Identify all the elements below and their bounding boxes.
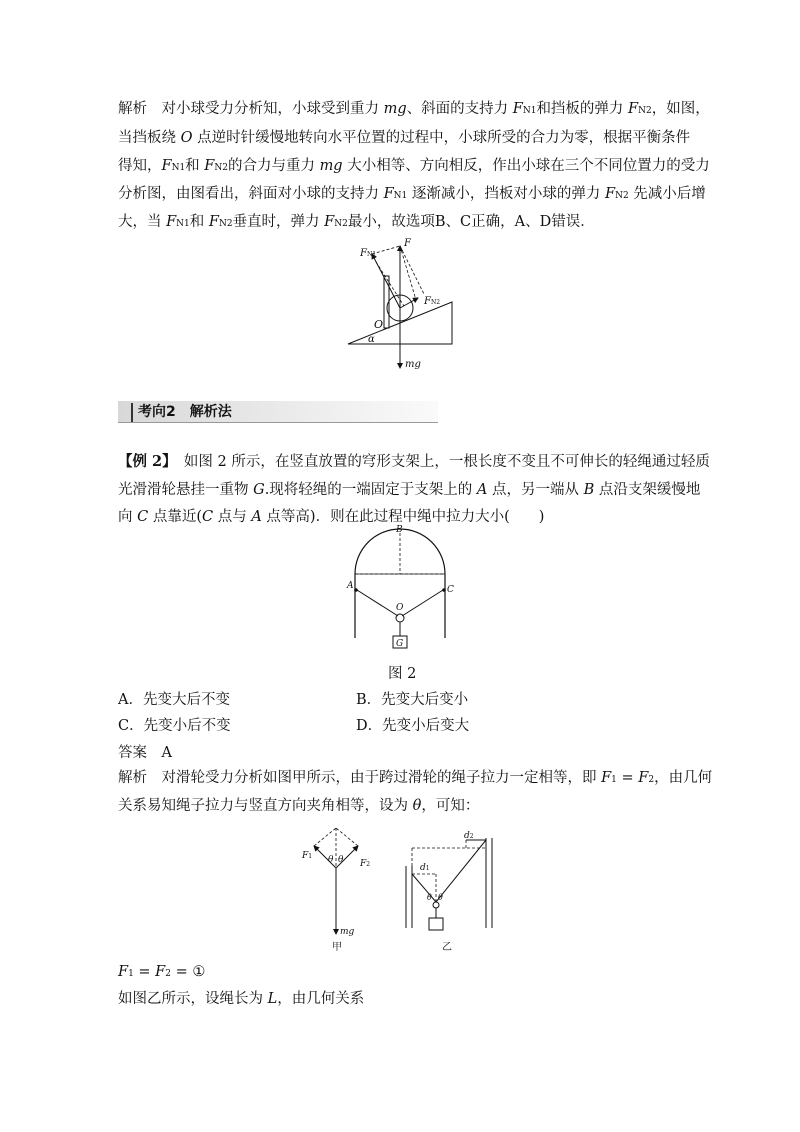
geometry-diagram: [400, 826, 500, 954]
label-F: F: [404, 238, 411, 249]
equation-1: F1 = F2 = ①: [118, 964, 206, 980]
label-mg: mg: [405, 359, 421, 370]
example-line-2: 光滑滑轮悬挂一重物 G.现将轻绳的一端固定于支架上的 A 点，另一端从 B 点沿支架缓慢地: [118, 482, 701, 498]
label-theta-right: θ: [338, 855, 344, 865]
section-header-title: 考向2 解析法: [138, 404, 232, 420]
analysis-line-5: 大，当 FN1和 FN2垂直时，弹力 FN2最小，故选项B、C正确，A、D错误．: [118, 214, 595, 230]
answer: 答案 A: [118, 745, 172, 761]
point-C: [442, 588, 446, 592]
section-header: [118, 401, 438, 423]
analysis-line-1: 解析 对小球受力分析知，小球受到重力 mg、斜面的支持力 FN1和挡板的弹力 FN2，如图，: [118, 101, 710, 117]
label-d1: d1: [420, 863, 430, 873]
example-line-3: 向 C 点靠近(C 点与 A 点等高)．则在此过程中绳中拉力大小( ): [118, 509, 545, 525]
figure-caption: 图 2: [388, 666, 417, 682]
option-a[interactable]: A．先变大后不变: [118, 692, 230, 708]
pulley: [396, 614, 404, 622]
option-d[interactable]: D．先变小后变大: [356, 718, 470, 734]
last-line: 如图乙所示，设绳长为 L，由几何关系: [118, 991, 365, 1007]
caption-yi: 乙: [442, 942, 452, 953]
label-F2: F2: [360, 859, 371, 869]
example-line-1: 【例 2】 如图 2 所示，在竖直放置的穹形支架上，一根长度不变且不可伸长的轻绳通过轻质: [118, 453, 710, 470]
caption-jia: 甲: [332, 942, 342, 953]
label-O: O: [374, 318, 384, 331]
label-F1: F1: [302, 851, 313, 861]
section-header-bar: [131, 403, 133, 423]
point-A: [354, 588, 358, 592]
label-FN2: FN2: [424, 296, 441, 307]
option-b[interactable]: B．先变大后变小: [356, 692, 469, 708]
label-theta-left: θ: [427, 893, 432, 902]
option-c[interactable]: C．先变小后不变: [118, 718, 231, 734]
analysis2-line-2: 关系易知绳子拉力与竖直方向夹角相等，设为 θ，可知：: [118, 798, 480, 814]
rope-right: [402, 590, 443, 616]
arch-frame-diagram: [345, 525, 455, 660]
analysis-line-2: 当挡板绕 O 点逆时针缓慢地转向水平位置的过程中，小球所受的合力为零，根据平衡条件: [118, 130, 691, 146]
label-mg: mg: [340, 927, 355, 937]
rope-left: [357, 590, 398, 616]
label-O: O: [396, 603, 404, 613]
label-C: C: [447, 585, 454, 595]
incline-force-diagram: [340, 236, 470, 376]
pulley-force-diagram: [300, 826, 380, 954]
label-alpha: α: [368, 334, 375, 345]
label-theta-left: θ: [328, 855, 334, 865]
label-A: A: [347, 581, 354, 591]
analysis2-line-1: 解析 对滑轮受力分析如图甲所示，由于跨过滑轮的绳子拉力一定相等，即 F1 = F2，由几何: [118, 770, 713, 786]
label-theta-right: θ: [438, 893, 443, 902]
label-B: B: [396, 525, 403, 535]
analysis-line-4: 分析图，由图看出，斜面对小球的支持力 FN1 逐渐减小，挡板对小球的弹力 FN2 先减小后增: [118, 186, 706, 202]
label-G: G: [396, 639, 404, 649]
label-d2: d2: [464, 831, 474, 841]
analysis-line-3: 得知，FN1和 FN2的合力与重力 mg 大小相等、方向相反，作出小球在三个不同位置力的受力: [118, 158, 710, 174]
label-FN1: FN1: [360, 248, 377, 259]
